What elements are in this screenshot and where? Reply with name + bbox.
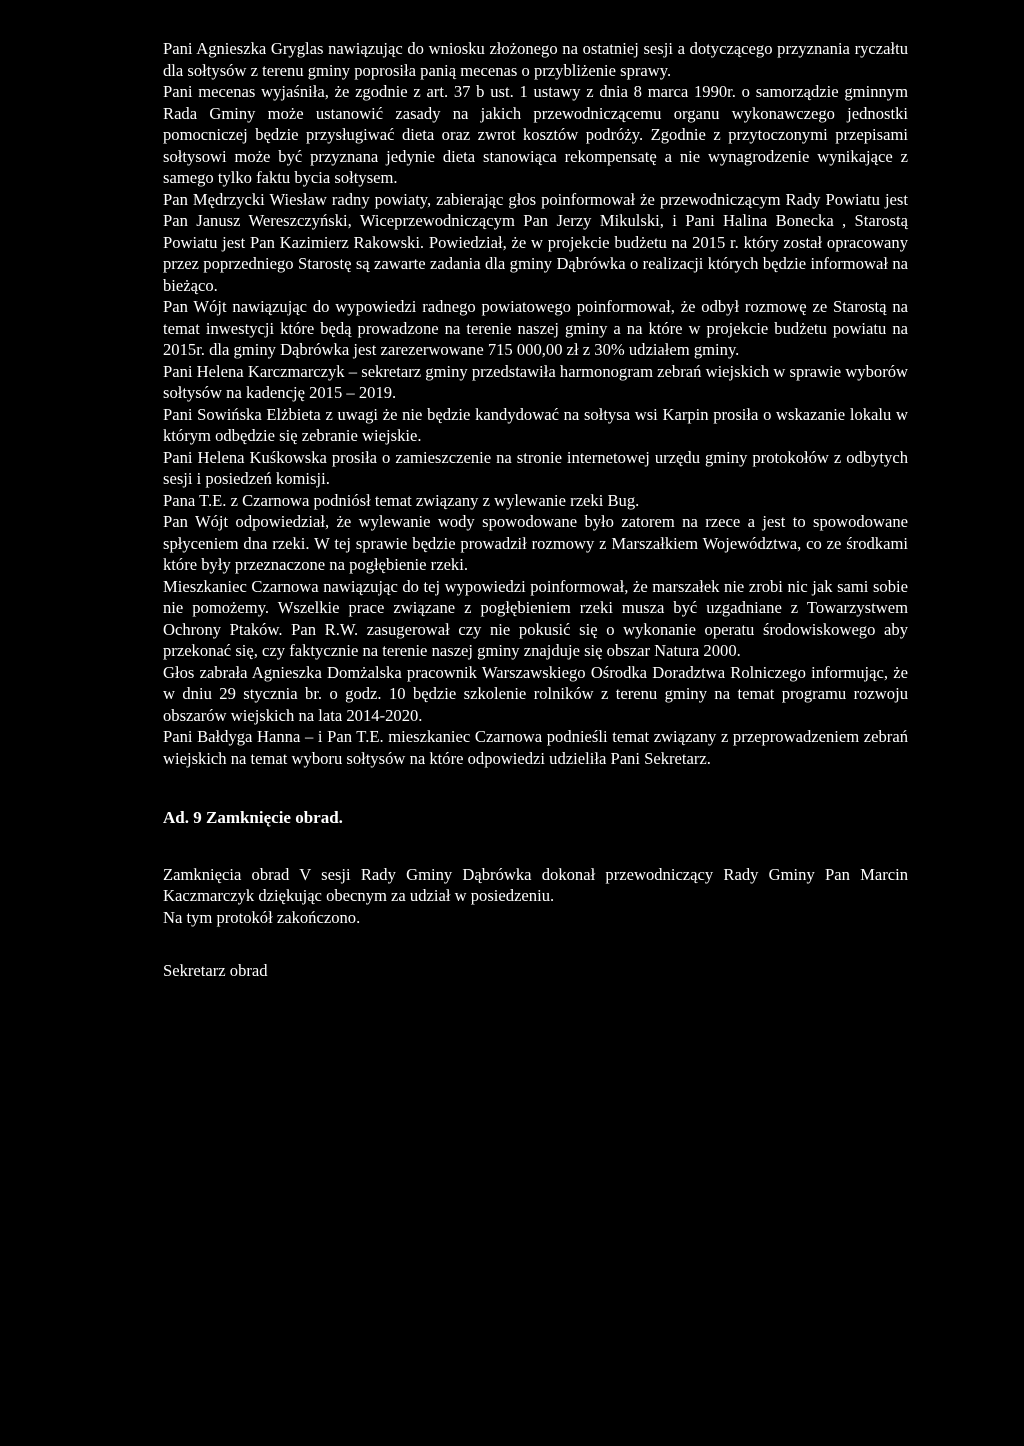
paragraph-te-bug-river: Pana T.E. z Czarnowa podniósł temat związany z wylewanie rzeki Bug. xyxy=(163,490,640,510)
closing-paragraph: Zamknięcia obrad V sesji Rady Gminy Dąbrówka dokonał przewodniczący Rady Gminy Pan Marcin Kaczmarczyk dziękując obecnym za udział w posiedzeniu. xyxy=(163,864,908,905)
paragraph-domzalska-training: Głos zabrała Agnieszka Domżalska pracownik Warszawskiego Ośrodka Doradztwa Rolniczego informując, że w dniu 29 stycznia br. o godz. 10 będzie szkolenie rolników z terenu gminy na temat programu rozwoju obszarów wiejskich na lata 2014-2020. xyxy=(163,662,908,725)
paragraph-mecenas-explanation: Pani mecenas wyjaśniła, że zgodnie z art. 37 b ust. 1 ustawy z dnia 8 marca 1990r. o samorządzie gminnym Rada Gminy może ustanowić zasady na jakich przewodniczącemu organu wykonawczego jednostki pomocniczej będzie przysługiwać dieta oraz zwrot kosztów podróży. Zgodnie z przytoczonymi przepisami sołtysowi może być przyznana jedynie dieta stanowiąca rekompensatę a nie wynagrodzenie wynikające z samego tylko faktu bycia sołtysem. xyxy=(163,82,908,187)
paragraph-wojt-flooding-answer: Pan Wójt odpowiedział, że wylewanie wody spowodowane było zatorem na rzece a jest to spowodowane spłyceniem dna rzeki. W tej sprawie będzie prowadził rozmowy z Marszałkiem Województwa, co ze środkami które były przeznaczone na pogłębienie rzeki. xyxy=(163,512,908,574)
paragraph-resident-czarnow: Mieszkaniec Czarnowa nawiązując do tej wypowiedzi poinformował, że marszałek nie zrobi nic jak sami sobie nie pomożemy. Wszelkie prace związane z pogłębieniem rzeki musza być uzgadniane z Towarzystwem Ochrony Ptaków. Pan R.W. zasugerował czy nie pokusić się o wykonanie operatu środowiskowego aby przekonać się, czy faktycznie na terenie naszej gminy znajduje się obszar Natura 2000. xyxy=(163,576,908,660)
closing-line: Na tym protokół zakończono. xyxy=(163,907,361,927)
paragraph-gryglas-request: Pani Agnieszka Gryglas nawiązując do wniosku złożonego na ostatniej sesji a dotyczącego przyznania ryczałtu dla sołtysów z terenu gminy poprosiła panią mecenas o przybliżenie sprawy. xyxy=(163,39,908,80)
paragraph-baldyga-meetings: Pani Bałdyga Hanna – i Pan T.E. mieszkaniec Czarnowa podnieśli temat związany z przeprowadzeniem zebrań wiejskich na temat wyboru sołtysów na które odpowiedzi udzieliła Pani Sekretarz. xyxy=(163,727,908,768)
paragraph-sowinska-request: Pani Sowińska Elżbieta z uwagi że nie będzie kandydować na sołtysa wsi Karpin prosiła o wskazanie lokalu w którym odbędzie się zebranie wiejskie. xyxy=(163,404,908,445)
paragraph-medrzycki-statement: Pan Mędrzycki Wiesław radny powiaty, zabierając głos poinformował że przewodniczącym Rady Powiatu jest Pan Janusz Wereszczyński, Wiceprzewodniczącym Pan Jerzy Mikulski, i Pani Halina Bonecka , Starostą Powiatu jest Pan Kazimierz Rakowski. Powiedział, że w projekcie budżetu na 2015 r. który został opracowany przez poprzedniego Starostę są zawarte zadania dla gminy Dąbrówka o realizacji których będzie informował na bieżąco. xyxy=(163,189,908,295)
paragraph-kuskowska-request: Pani Helena Kuśkowska prosiła o zamieszczenie na stronie internetowej urzędu gminy protokołów z odbytych sesji i posiedzeń komisji. xyxy=(163,447,908,488)
section-heading-closing: Ad. 9 Zamknięcie obrad. xyxy=(163,808,343,827)
paragraph-wojt-investments: Pan Wójt nawiązując do wypowiedzi radnego powiatowego poinformował, że odbył rozmowę ze Starostą na temat inwestycji które będą prowadzone na terenie naszej gminy a na które w projekcie budżetu powiatu na 2015r. dla gminy Dąbrówka jest zarezerwowane 715 000,00 zł z 30% udziałem gminy. xyxy=(163,297,908,359)
paragraph-karczmarczyk-schedule: Pani Helena Karczmarczyk – sekretarz gminy przedstawiła harmonogram zebrań wiejskich w sprawie wyborów sołtysów na kadencję 2015 – 2019. xyxy=(163,361,908,402)
signature-label: Sekretarz obrad xyxy=(163,961,268,980)
document-body xyxy=(163,38,908,982)
